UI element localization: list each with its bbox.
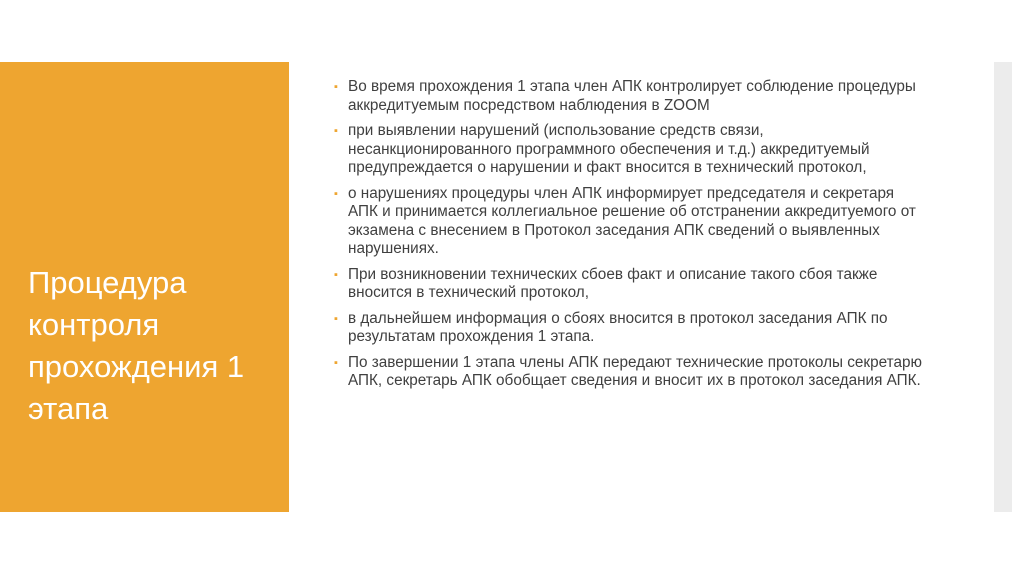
bullet-text: При возникновении технических сбоев факт и описание такого сбоя также вносится в технический протокол, (348, 265, 878, 301)
bullet-icon: ▪ (334, 312, 338, 325)
bullet-item (328, 266, 928, 303)
bullet-text: в дальнейшем информация о сбоях вносится в протокол заседания АПК по результатам прохождения 1 этапа. (348, 309, 888, 345)
bullet-text: при выявлении нарушений (использование средств связи, несанкционированного программного обеспечения и т.д.) аккредитуемый предупреждается о нарушении и факт вносится в технический протокол, (348, 122, 870, 176)
bullet-item (328, 185, 928, 259)
bullet-icon: ▪ (334, 268, 338, 281)
bullet-text: о нарушениях процедуры член АПК информирует председателя и секретаря АПК и принимается коллегиальное решение об отстранении аккредитуемого от экзамена с внесением в Протокол заседания АПК сведений о выявленных нарушениях. (348, 184, 916, 257)
bullet-icon: ▪ (334, 356, 338, 369)
bullet-text: Во время прохождения 1 этапа член АПК контролирует соблюдение процедуры аккредитуемым посредством наблюдения в ZOOM (348, 78, 916, 114)
slide-title: Процедура контроля прохождения 1 этапа (28, 265, 245, 426)
bullet-text: По завершении 1 этапа члены АПК передают технические протоколы секретарю АПК, секретарь АПК обобщает сведения и вносит их в протокол заседания АПК. (348, 353, 922, 389)
bullet-item (328, 78, 928, 115)
title-panel (0, 62, 289, 512)
bullet-icon: ▪ (334, 187, 338, 200)
bullet-icon: ▪ (334, 125, 338, 137)
scroll-strip[interactable] (994, 62, 1012, 512)
bullet-item (328, 122, 928, 178)
bullet-item (328, 310, 928, 347)
bullet-icon: ▪ (334, 81, 338, 93)
bullet-list (328, 78, 928, 398)
bullet-item (328, 354, 928, 391)
